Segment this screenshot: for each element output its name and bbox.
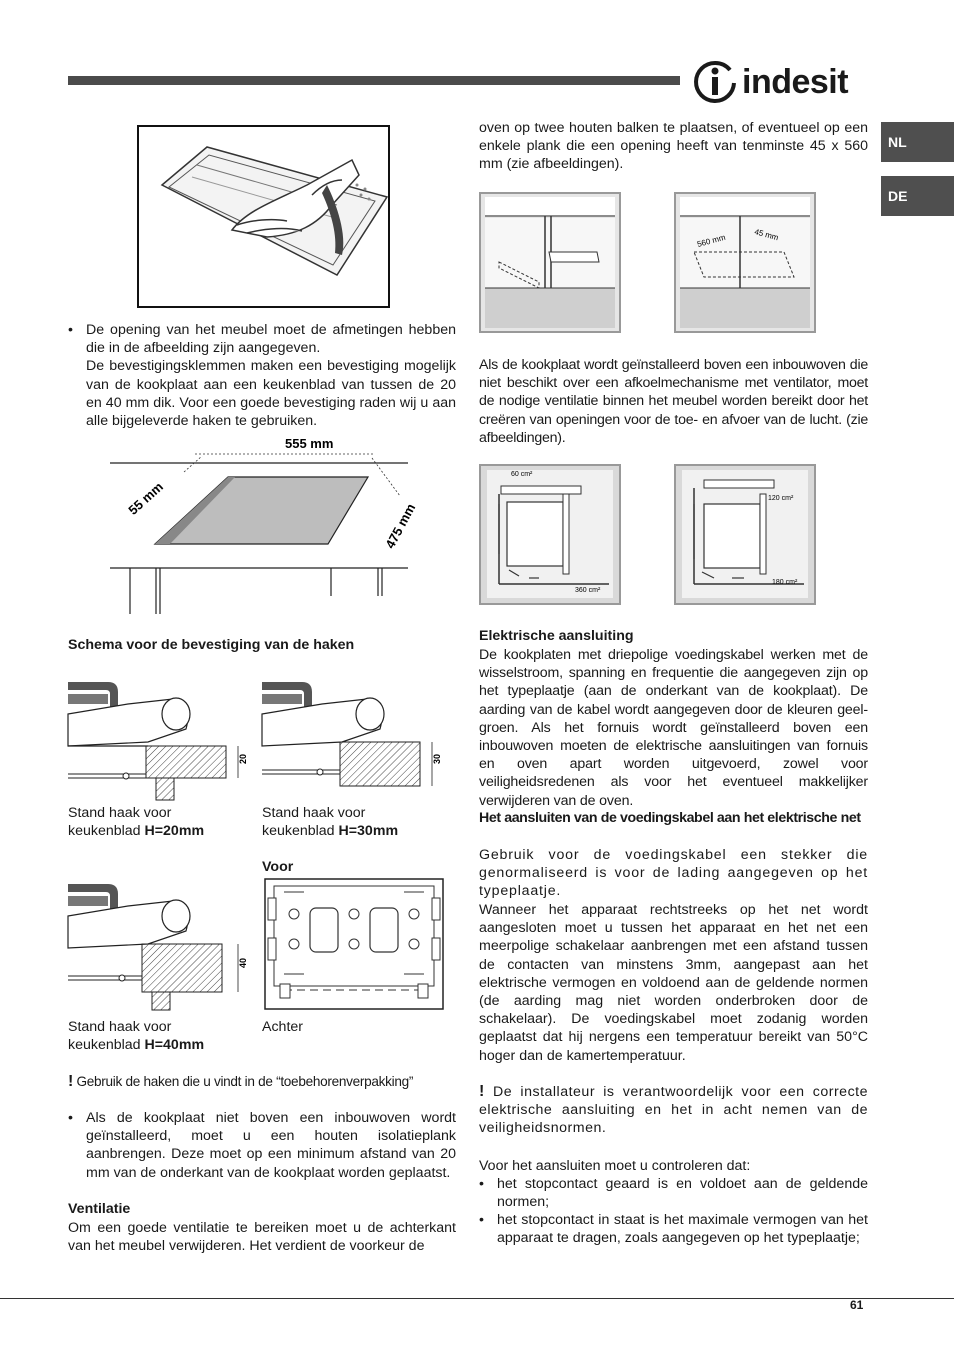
warning-mark-icon: ! [479,1083,485,1100]
ventilation-openings-diagram-1 [479,464,621,605]
page-number: 61 [850,1298,864,1312]
bullet-insulation: • Als de kookplaat niet boven een inbouwoven wordt geïnstalleerd, moet u een houten isolatieplank aanbrengen. Deze moet op een minimum afstand van 20 mm van de onderkant van de kookplaat worden geplaatst. [68,1110,456,1181]
hook-20-mark: 20 [238,753,248,764]
ventilation-openings-diagram-2 [674,464,816,605]
oven-shelf-diagram [674,192,816,333]
ventilation-text: Om een goede ventilatie te bereiken moet u de achterkant van het meubel verwijderen. Het verdient de voorkeur de [68,1220,456,1255]
opening-depth-label: 45 mm [753,227,780,243]
tab-de[interactable]: DE [881,176,954,216]
vent-180-label: 180 cm² [772,579,798,586]
hook-20mm-diagram [68,674,248,800]
ventilation-continued: oven op twee houten balken te plaatsen, of eventueel op een enkele plank die een opening heeft van tenminste 45 x 560 mm (zie afbeeldingen). [479,120,868,173]
dim-depth: 475 mm [382,501,419,551]
vent-60-label: 60 cm² [511,471,533,478]
hook-40-mark: 40 [238,957,248,968]
vent-openings-text: Als de kookplaat wordt geïnstalleerd boven een inbouwoven die niet beschikt over een afkoelmechanisme met ventilator, moet de nodige ventilatie binnen het meubel worden bereikt door het creëren van openingen voor de toe- en afvoer van de lucht. (zie afbeeldingen). [479,357,868,446]
tab-nl[interactable]: NL [881,122,954,162]
warning-mark-icon: ! [68,1073,74,1090]
cutout-dimensions-diagram [110,436,419,616]
cable-title: Het aansluiten van de voedingskabel aan het elektrische net [479,810,861,826]
brand-name: indesit [742,62,849,101]
indesit-logo [694,58,870,106]
front-label: Voor [262,859,294,875]
electrical-text: De kookplaten met driepolige voedingskabel werken met de wisselstroom, spanning en frequentie die aangegeven zijn op het typeplaatje (aan de onderkant van de kookplaat). De aarding van de kabel wordt aangegeven door de kleuren geel-groen. Als het fornuis wordt geïnstalleerd boven een inbouwoven moeten de elektrische aansluitingen van fornuis en oven apart worden uitgevoerd, zowel voor veiligheidsredenen als voor het eventueel makkelijker verwijderen van de oven. [479,647,868,809]
check-item-1: • het stopcontact geaard is en voldoet aan de geldende normen; [479,1176,868,1211]
hooks-title: Schema voor de bevestiging van de haken [68,637,355,653]
hooks-note: ! Gebruik de haken die u vindt in de “toebehorenverpakking” [68,1073,414,1090]
opening-width-label: 560 mm [696,232,727,249]
hook-30mm-diagram [262,674,442,800]
footer-line [0,1298,954,1299]
hook-40mm-diagram [68,876,248,1012]
check-intro: Voor het aansluiten moet u controleren dat: [479,1158,751,1174]
hook-40-caption: Stand haak voor keukenblad H=40mm [68,1019,205,1054]
bullet-opening: • De opening van het meubel moet de afmetingen hebben die in de afbeelding zijn aangegeven. De bevestigingsklemmen maken een bevestiging mogelijk van de kookplaat aan een keukenblad van tussen de 20 en 40 mm dik. Voor een goede bevestiging raden wij u aan alle bijgeleverde haken te gebruiken. [68,322,456,430]
header-bar [68,76,680,85]
hook-20-caption: Stand haak voor keukenblad H=20mm [68,805,205,840]
installer-warning: ! De installateur is verantwoordelijk voor een correcte elektrische aansluiting en het in acht nemen van de veiligheidsnormen. [479,1083,868,1137]
hook-30-mark: 30 [432,753,442,764]
electrical-title: Elektrische aansluiting [479,628,634,644]
check-item-2: • het stopcontact in staat is het maximale vermogen van het apparaat te dragen, zoals aangegeven op het typeplaatje; [479,1212,868,1247]
vent-360-label: 360 cm² [575,587,601,594]
cable-text-2: Wanneer het apparaat rechtstreeks op het net wordt aangesloten moet u tussen het apparaat en het net een meerpolige schakelaar aanbrengen met een afstand tussen de contacten van minstens 3mm, aangepast aan het elektrische vermogen en voldoend aan de geldende normen (de aarding mag niet worden onderbroken door de schakelaar). De voedingskabel moet zodanig worden geplaatst dat hij nergens een temperatuur bereikt van 50°C hoger dan de kamertemperatuur. [479,902,868,1064]
hook-30-caption: Stand haak voor keukenblad H=30mm [262,805,399,840]
oven-beams-diagram [479,192,621,333]
dim-width: 555 mm [285,436,334,451]
ventilation-title: Ventilatie [68,1201,131,1217]
vent-120-label: 120 cm² [768,495,794,502]
dim-depth-front: 55 mm [125,478,166,518]
cable-text-1: Gebruik voor de voedingskabel een stekker die genormaliseerd is voor de lading aangegeven op het typeplaatje. [479,847,868,900]
logo-i-icon [694,59,736,105]
hob-underside-diagram [264,878,444,1010]
rear-label: Achter [262,1019,304,1035]
hob-fixing-illustration [137,125,390,308]
